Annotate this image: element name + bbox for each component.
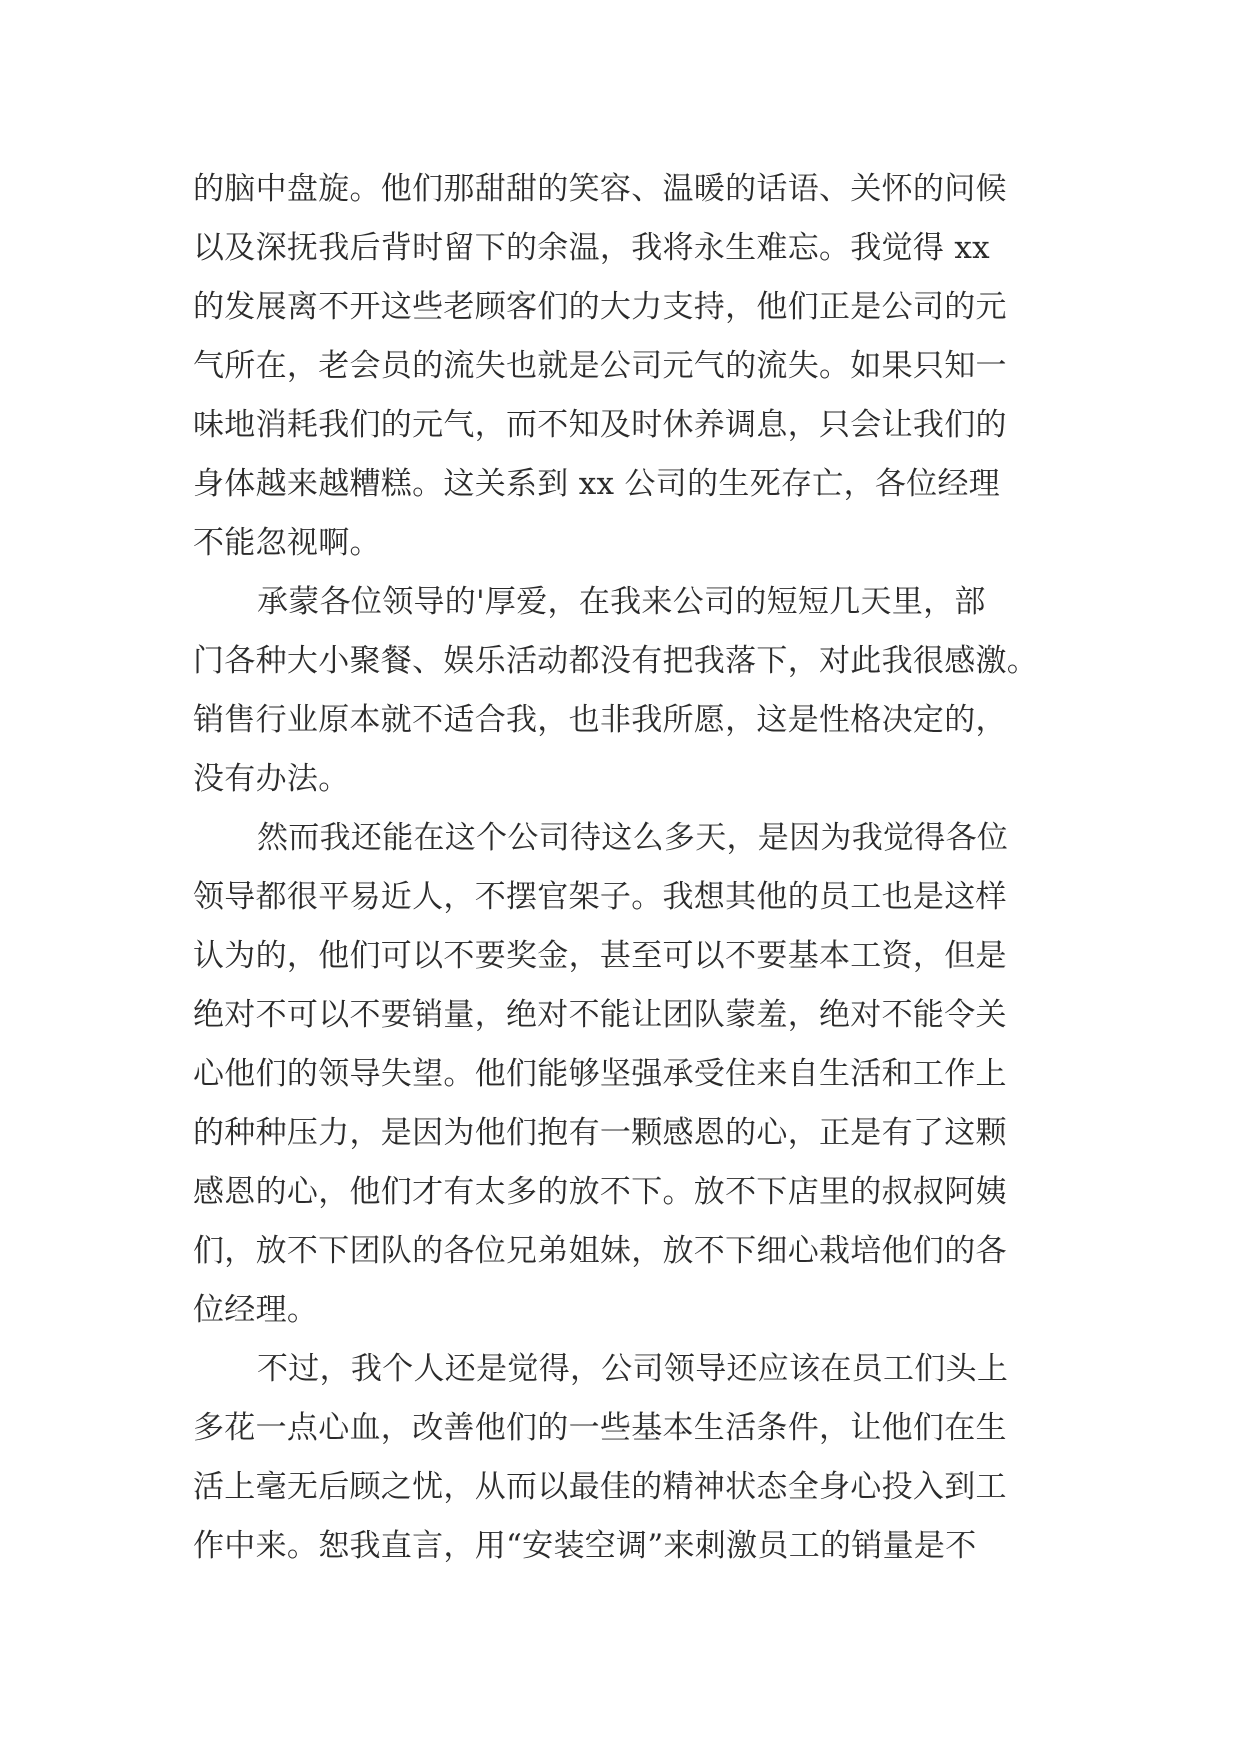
text-line: 的脑中盘旋。他们那甜甜的笑容、温暖的话语、关怀的问候 <box>193 171 1007 207</box>
paragraph-first-line: 不过，我个人还是觉得，公司领导还应该在员工们头上 <box>257 1351 1009 1387</box>
text-line: 多花一点心血，改善他们的一些基本生活条件，让他们在生 <box>193 1410 1007 1446</box>
paragraph-first-line: 承蒙各位领导的'厚爱，在我来公司的短短几天里，部 <box>257 584 986 620</box>
text-line: 没有办法。 <box>193 761 350 797</box>
text-line: 门各种大小聚餐、娱乐活动都没有把我落下，对此我很感激。 <box>193 643 1039 679</box>
text-line: 身体越来越糟糕。这关系到 xx 公司的生死存亡，各位经理 <box>193 466 1001 502</box>
text-line: 感恩的心，他们才有太多的放不下。放不下店里的叔叔阿姨 <box>193 1174 1007 1210</box>
text-line: 味地消耗我们的元气，而不知及时休养调息，只会让我们的 <box>193 407 1007 443</box>
text-line: 不能忽视啊。 <box>193 525 381 561</box>
text-line: 的种种压力，是因为他们抱有一颗感恩的心，正是有了这颗 <box>193 1115 1007 1151</box>
body-text <box>193 160 1053 1576</box>
text-line: 销售行业原本就不适合我，也非我所愿，这是性格决定的， <box>193 702 1007 738</box>
text-line: 的发展离不开这些老顾客们的大力支持，他们正是公司的元 <box>193 289 1007 325</box>
text-line: 以及深抚我后背时留下的余温，我将永生难忘。我觉得 xx <box>193 230 990 266</box>
text-line: 心他们的领导失望。他们能够坚强承受住来自生活和工作上 <box>193 1056 1007 1092</box>
paragraph-first-line: 然而我还能在这个公司待这么多天，是因为我觉得各位 <box>257 820 1009 856</box>
text-line: 绝对不可以不要销量，绝对不能让团队蒙羞，绝对不能令关 <box>193 997 1007 1033</box>
text-line: 位经理。 <box>193 1292 319 1328</box>
text-line: 气所在，老会员的流失也就是公司元气的流失。如果只知一 <box>193 348 1007 384</box>
text-line: 领导都很平易近人，不摆官架子。我想其他的员工也是这样 <box>193 879 1007 915</box>
text-line: 们，放不下团队的各位兄弟姐妹，放不下细心栽培他们的各 <box>193 1233 1007 1269</box>
text-line: 活上毫无后顾之忧，从而以最佳的精神状态全身心投入到工 <box>193 1469 1007 1505</box>
text-line: 作中来。恕我直言，用“安装空调”来刺激员工的销量是不 <box>193 1528 977 1564</box>
text-line: 认为的，他们可以不要奖金，甚至可以不要基本工资，但是 <box>193 938 1007 974</box>
